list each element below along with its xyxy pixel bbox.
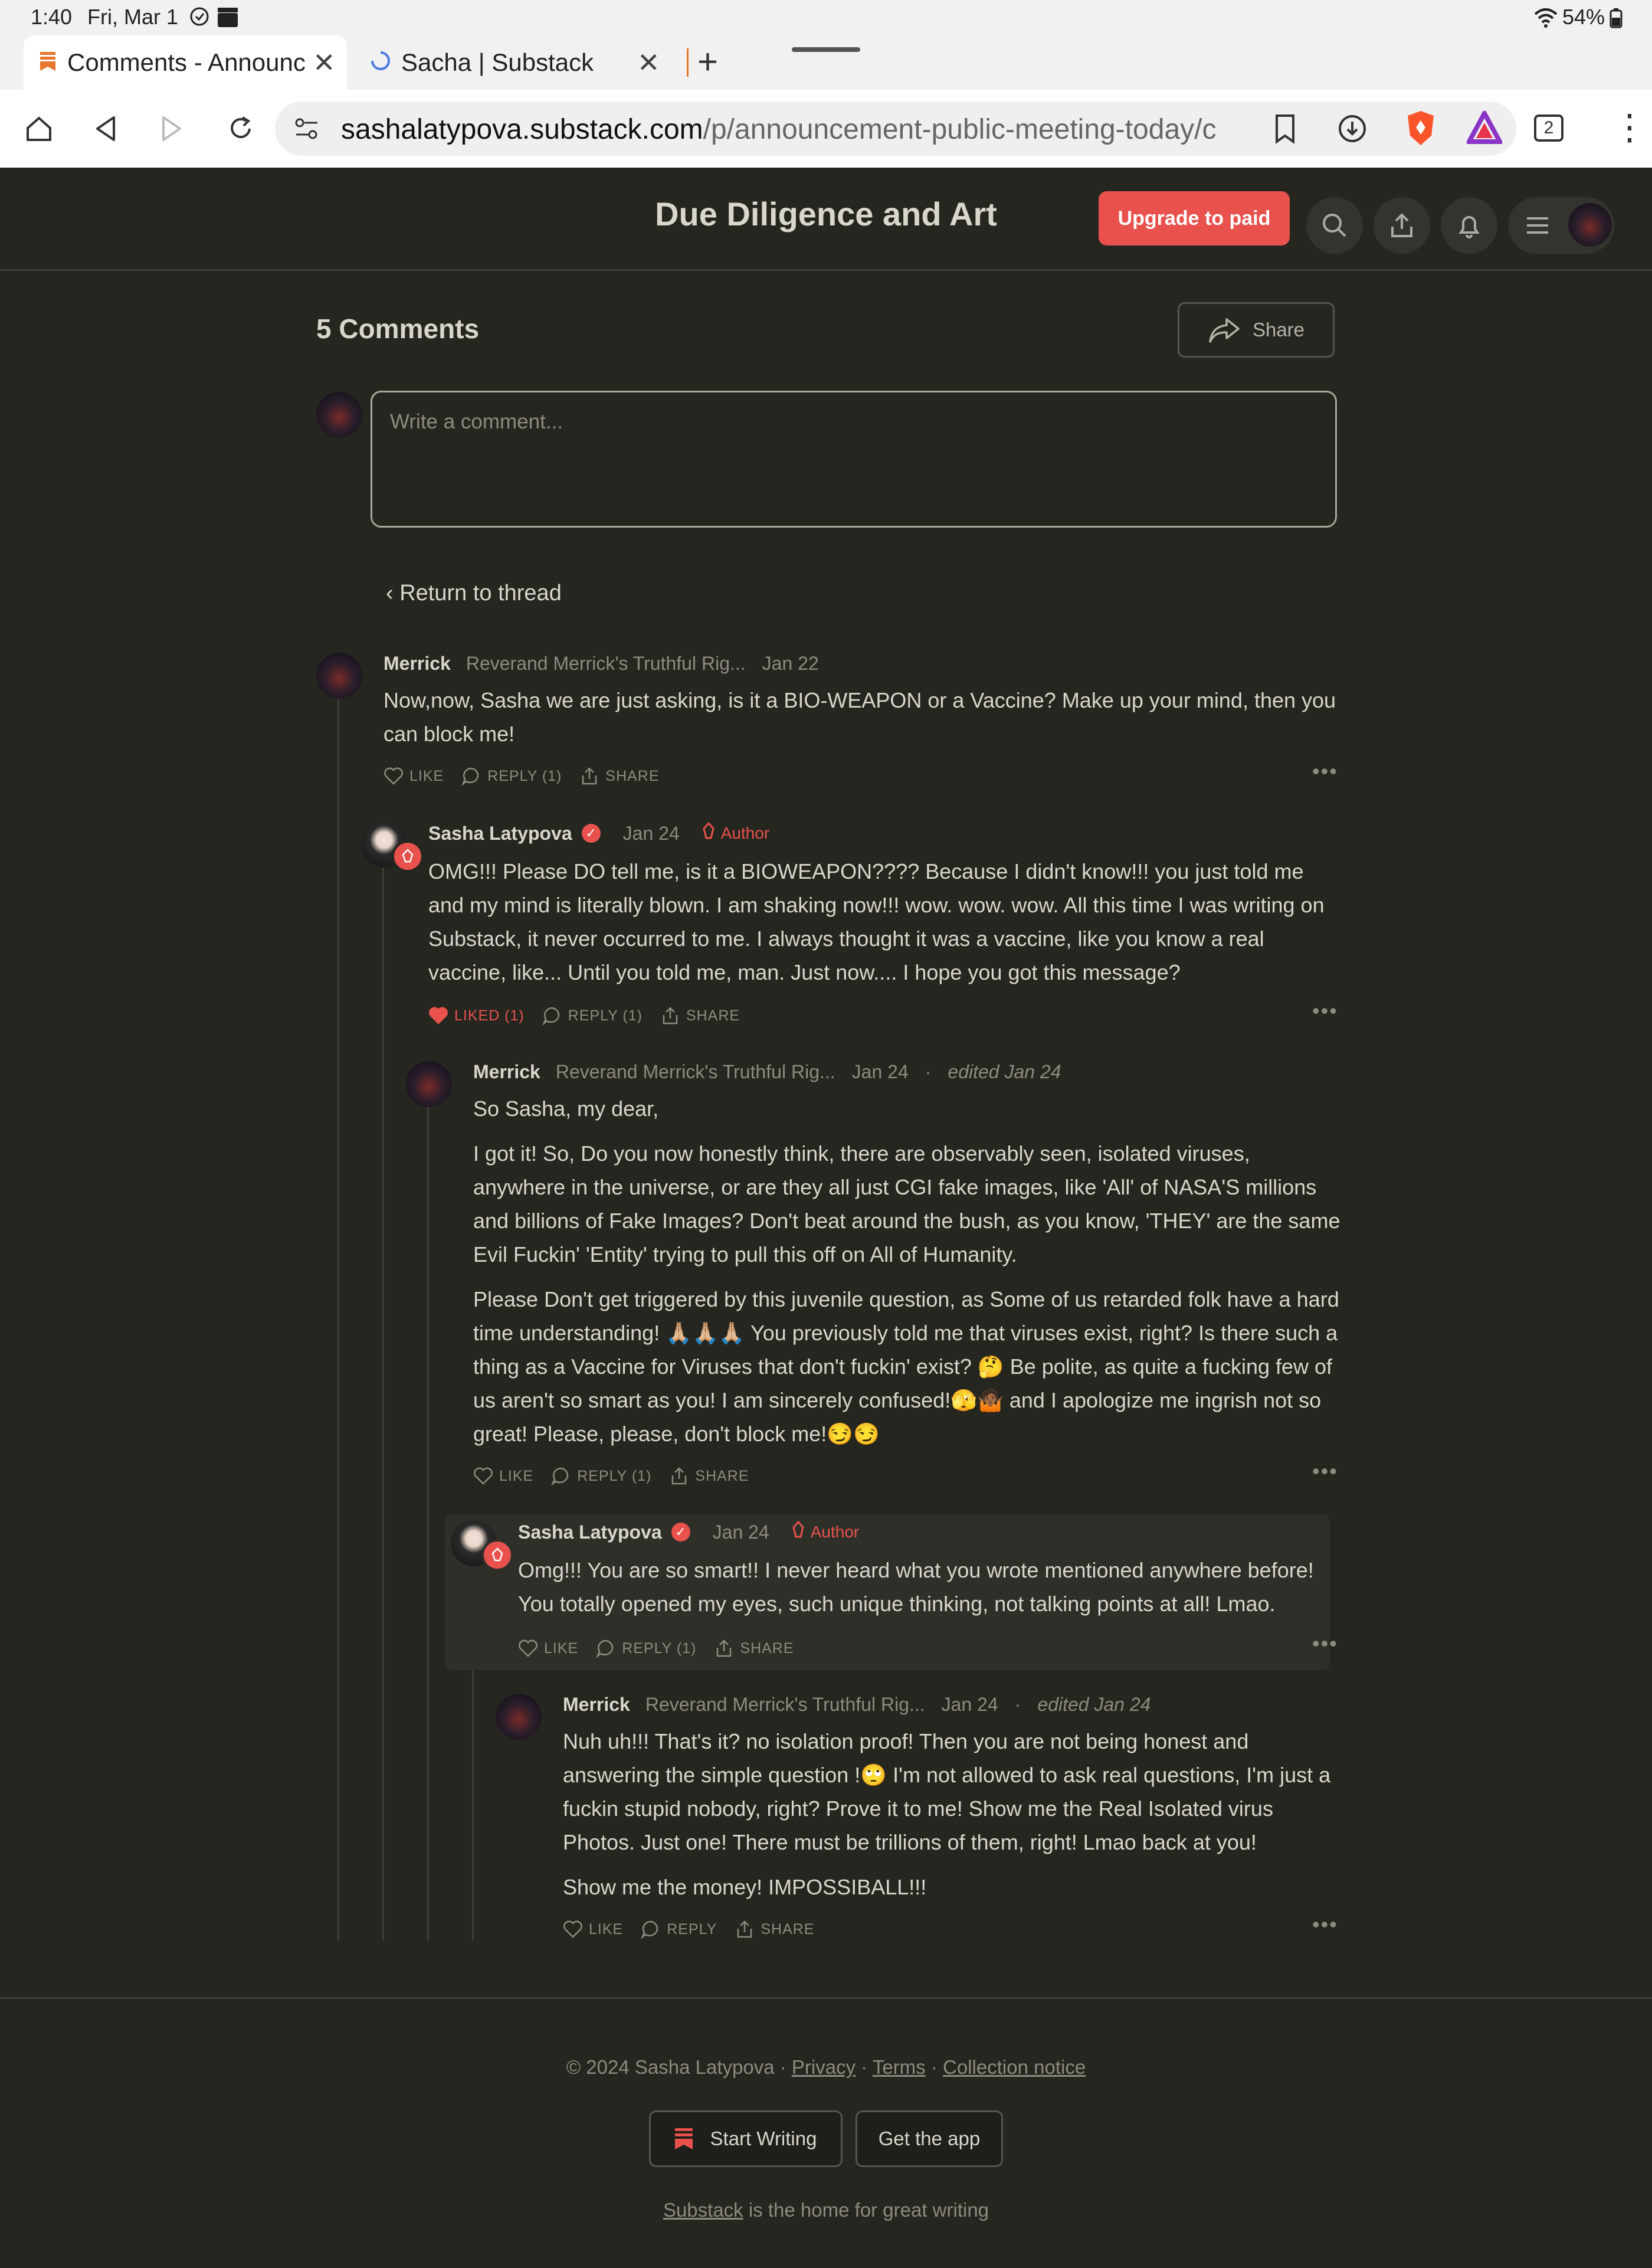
- search-icon: [1320, 211, 1349, 240]
- comment-date[interactable]: Jan 24: [851, 1061, 909, 1082]
- like-button[interactable]: LIKE: [518, 1639, 578, 1658]
- battery-level: 54%: [1562, 5, 1605, 29]
- comment-body: OMG!!! Please DO tell me, is it a BIOWEAPON???? Because I didn't know!!! you just told me and my mind is literally blown. I am shaking now!!! wow. wow. wow. All this time I was writing on Substack, it never occurred to me. I always thought it was a vaccine, like you know a real vaccine, like... Until you told me, man. Just now.... I hope you got this message?: [428, 859, 1325, 984]
- substack-logo-icon: [675, 2128, 693, 2149]
- commenter-publication[interactable]: Reverand Merrick's Truthful Rig...: [645, 1694, 925, 1715]
- bell-icon: [1455, 211, 1483, 240]
- copyright-text: © 2024 Sasha Latypova ·: [566, 2056, 786, 2078]
- more-options-icon[interactable]: •••: [1312, 1912, 1338, 1936]
- publication-title[interactable]: Due Diligence and Art: [655, 195, 997, 233]
- tab-title: Comments - Announc: [67, 48, 306, 76]
- start-writing-button[interactable]: Start Writing: [649, 2110, 843, 2167]
- share-button[interactable]: SHARE: [660, 1006, 740, 1026]
- thread-line[interactable]: [427, 1105, 429, 1940]
- comment-date[interactable]: Jan 22: [762, 653, 819, 674]
- new-tab-icon[interactable]: +: [697, 42, 719, 81]
- terms-link[interactable]: Terms: [872, 2056, 926, 2078]
- commenter-publication[interactable]: Reverand Merrick's Truthful Rig...: [555, 1061, 835, 1082]
- upload-share-icon: [579, 766, 599, 786]
- upload-share-icon: [735, 1919, 755, 1939]
- comment-meta: [563, 1694, 1151, 1716]
- comment-body: So Sasha, my dear, I got it! So, Do you now honestly think, there are observably seen, isolated viruses, anywhere in the universe, or are they all just CGI fake images, like 'All' of NASA'S millions and billions of Fake Images? Don't beat around the bush, as you know, 'THEY' are the same Evil Fuckin' 'Entity' trying to pull this off on All of Humanity. Please Don't get triggered by this juvenile question, as Some of us retarded folk have a hard time understanding! 🙏🏼🙏🏼🙏🏼 You previously told me that viruses exist, right? Is there such a thing as a Vaccine for Viruses that don't fuckin' exist? 🤔 Be polite, as quite a fucking few of us aren't so smart as you! I am sincerely confused!🫣🤷🏾 and I apologize me ingrish not so great! Please, please, don't block me!😏😏: [473, 1097, 1340, 1446]
- like-button[interactable]: LIKE: [473, 1467, 533, 1485]
- author-label: Author: [720, 824, 770, 842]
- commenter-publication[interactable]: Reverand Merrick's Truthful Rig...: [466, 653, 746, 674]
- heart-icon: [518, 1639, 538, 1658]
- more-options-icon[interactable]: •••: [1312, 1459, 1338, 1483]
- reply-button[interactable]: REPLY (1): [542, 1006, 643, 1026]
- upload-share-icon: [660, 1006, 680, 1026]
- url-text[interactable]: sashalatypova.substack.com/p/announcement-public-meeting-today/c: [341, 114, 1217, 145]
- author-pen-icon: [702, 822, 715, 845]
- upload-share-icon: [1388, 211, 1416, 240]
- author-pen-badge-icon: [392, 840, 424, 872]
- heart-icon: [563, 1920, 583, 1939]
- account-menu-button[interactable]: [1508, 197, 1614, 254]
- commenter-name[interactable]: Merrick: [563, 1694, 630, 1715]
- forward-icon[interactable]: [148, 105, 195, 152]
- comment-meta: [473, 1061, 1061, 1083]
- upload-share-icon: [714, 1638, 734, 1658]
- thread-line[interactable]: [337, 685, 339, 1940]
- author-pen-badge-icon: [481, 1539, 513, 1571]
- footer-tagline: Substack is the home for great writing: [663, 2199, 989, 2221]
- comment-input[interactable]: [371, 391, 1337, 528]
- tab-strip: [0, 35, 1652, 90]
- current-user-avatar: [316, 392, 362, 438]
- share-button[interactable]: SHARE: [735, 1919, 814, 1939]
- user-avatar: [1568, 203, 1612, 247]
- more-options-icon[interactable]: •••: [1312, 759, 1338, 783]
- reply-button[interactable]: REPLY: [641, 1919, 717, 1939]
- comment-body: Omg!!! You are so smart!! I never heard what you wrote mentioned anywhere before! You totally opened my eyes, such unique thinking, not talking points at all! Lmao.: [518, 1558, 1314, 1616]
- hamburger-icon: [1525, 214, 1551, 240]
- commenter-avatar[interactable]: [316, 653, 362, 699]
- tab-comments[interactable]: [24, 35, 347, 90]
- address-bar[interactable]: [275, 102, 1516, 156]
- dot-separator: ·: [930, 2056, 938, 2078]
- bookmark-icon[interactable]: [1272, 113, 1298, 147]
- speech-bubble-icon: [641, 1919, 661, 1939]
- reply-button[interactable]: REPLY (1): [551, 1466, 651, 1486]
- substack-link[interactable]: Substack: [663, 2199, 743, 2221]
- dot-separator: ·: [925, 1061, 932, 1082]
- home-icon[interactable]: [15, 105, 63, 152]
- reply-button[interactable]: REPLY (1): [596, 1638, 696, 1658]
- comment-actions: [563, 1919, 832, 1939]
- tab-divider: [687, 48, 689, 77]
- site-settings-icon[interactable]: [293, 114, 321, 146]
- clapper-icon: [216, 6, 240, 34]
- heart-filled-icon: [428, 1006, 448, 1025]
- commenter-avatar[interactable]: [406, 1061, 452, 1107]
- battery-icon: [1610, 8, 1622, 34]
- wifi-icon: [1533, 6, 1559, 34]
- collection-notice-link[interactable]: Collection notice: [943, 2056, 1086, 2078]
- sync-icon: [188, 5, 211, 34]
- comment-input-placeholder: Write a comment...: [390, 410, 563, 433]
- comment-meta: [518, 1520, 859, 1544]
- status-bar: [0, 0, 1652, 35]
- more-options-icon[interactable]: •••: [1312, 1631, 1338, 1655]
- status-date: Fri, Mar 1: [87, 5, 179, 29]
- dot-separator: ·: [861, 2056, 868, 2078]
- share-button[interactable]: SHARE: [579, 766, 659, 786]
- author-label: Author: [810, 1523, 860, 1541]
- comment-date[interactable]: Jan 24: [712, 1521, 769, 1543]
- like-button[interactable]: LIKE: [384, 767, 444, 786]
- comment-actions: [518, 1638, 812, 1658]
- comment-actions: [473, 1466, 767, 1486]
- comment-meta: [428, 822, 769, 845]
- drag-handle[interactable]: [792, 47, 860, 52]
- tab-switcher-button[interactable]: 2: [1534, 114, 1564, 142]
- privacy-link[interactable]: Privacy: [791, 2056, 856, 2078]
- comment-actions: [384, 766, 677, 786]
- site-header: [0, 168, 1652, 271]
- commenter-avatar[interactable]: [496, 1694, 542, 1740]
- commenter-name[interactable]: Sasha Latypova: [518, 1521, 662, 1543]
- share-page-button[interactable]: [1374, 197, 1430, 254]
- get-app-button[interactable]: Get the app: [856, 2110, 1003, 2167]
- commenter-name[interactable]: Merrick: [384, 653, 451, 674]
- heart-icon: [384, 767, 404, 786]
- more-options-icon[interactable]: •••: [1312, 999, 1338, 1023]
- search-button[interactable]: [1306, 197, 1363, 254]
- close-tab-icon[interactable]: ✕: [313, 47, 336, 78]
- substack-favicon-icon: [40, 48, 55, 77]
- footer-links: [0, 2056, 1652, 2079]
- return-to-thread-link[interactable]: ‹ Return to thread: [386, 581, 562, 606]
- upload-share-icon: [669, 1466, 689, 1486]
- share-arrow-icon: [1208, 316, 1241, 344]
- brave-rewards-icon[interactable]: [1467, 111, 1502, 147]
- author-pen-icon: [792, 1520, 805, 1544]
- comment-date[interactable]: Jan 24: [941, 1694, 998, 1715]
- share-button[interactable]: SHARE: [669, 1466, 749, 1486]
- tab-title: Sacha | Substack: [401, 48, 594, 76]
- notifications-button[interactable]: [1441, 197, 1497, 254]
- menu-kebab-icon[interactable]: ⋮: [1612, 107, 1647, 147]
- verified-check-icon: ✓: [671, 1523, 690, 1542]
- liked-button[interactable]: LIKED (1): [428, 1006, 525, 1025]
- dot-separator: ·: [1014, 1694, 1021, 1715]
- edited-label: edited Jan 24: [948, 1061, 1061, 1082]
- edited-label: edited Jan 24: [1037, 1694, 1151, 1715]
- speech-bubble-icon: [461, 766, 481, 786]
- back-icon[interactable]: [83, 105, 130, 152]
- close-tab-icon[interactable]: ✕: [637, 47, 660, 78]
- upgrade-button[interactable]: Upgrade to paid: [1099, 191, 1290, 246]
- like-button[interactable]: LIKE: [563, 1920, 623, 1939]
- footer-divider: [0, 1997, 1652, 1999]
- comments-count-heading: 5 Comments: [316, 313, 480, 344]
- comment-date[interactable]: Jan 24: [622, 822, 680, 844]
- download-icon[interactable]: [1337, 113, 1368, 147]
- comment-body: Now,now, Sasha we are just asking, is it a BIO-WEAPON or a Vaccine? Make up your mind, then you can block me!: [384, 688, 1336, 746]
- loading-icon: [371, 48, 391, 77]
- share-button[interactable]: SHARE: [714, 1638, 794, 1658]
- comment-meta: [384, 653, 819, 675]
- speech-bubble-icon: [551, 1466, 571, 1486]
- speech-bubble-icon: [596, 1638, 616, 1658]
- commenter-name[interactable]: Merrick: [473, 1061, 540, 1082]
- tab-sacha[interactable]: [366, 35, 673, 90]
- verified-check-icon: ✓: [582, 824, 601, 843]
- commenter-name[interactable]: Sasha Latypova: [428, 822, 572, 844]
- share-comments-button[interactable]: Share: [1178, 302, 1335, 358]
- thread-line[interactable]: [382, 866, 384, 1940]
- comment-body: Nuh uh!!! That's it? no isolation proof! Then you are not being honest and answering the simple question !🙄 I'm not allowed to ask real questions, I'm just a fuckin stupid nobody, right? Prove it to me! Show me the Real Isolated virus Photos. Just one! There must be trillions of them, right! Lmao back at you! Show me the money! IMPOSSIBALL!!!: [563, 1729, 1331, 1899]
- comment-actions: [428, 1006, 758, 1026]
- brave-shield-icon[interactable]: [1404, 110, 1437, 149]
- reply-button[interactable]: REPLY (1): [461, 766, 562, 786]
- reload-icon[interactable]: [217, 105, 264, 152]
- heart-icon: [473, 1467, 493, 1485]
- speech-bubble-icon: [542, 1006, 562, 1026]
- status-time: 1:40: [31, 5, 73, 29]
